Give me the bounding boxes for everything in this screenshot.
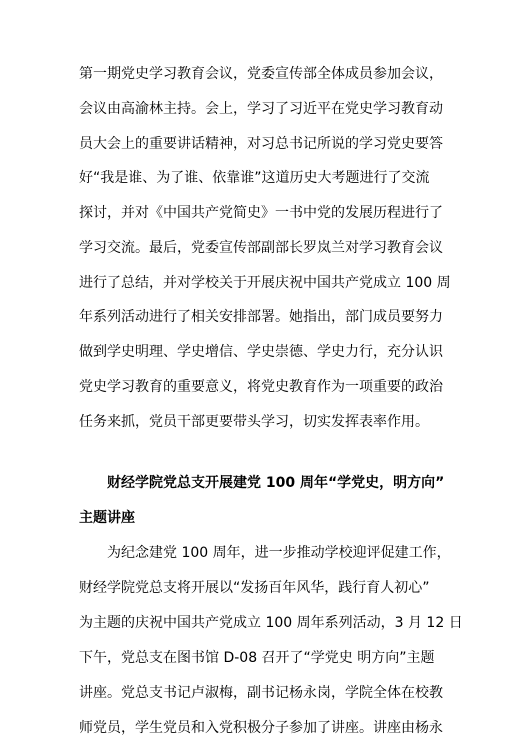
paragraph-2-line: 讲座。党总支书记卢淑梅，副书记杨永岗，学院全体在校教 [79,685,443,701]
paragraph-1-line: 第一期党史学习教育会议，党委宣传部全体成员参加会议， [79,66,443,82]
paragraph-1-line: 进行了总结，并对学校关于开展庆祝中国共产党成立 100 周 [79,275,451,291]
paragraph-2-line: 财经学院党总支将开展以“发扬百年风华，践行育人初心” [79,580,430,596]
paragraph-2-line: 为纪念建党 100 周年，进一步推动学校迎评促建工作， [107,545,451,561]
section-heading-line: 财经学院党总支开展建党 100 周年“学党史，明方向” [107,475,445,491]
paragraph-1-line: 任务来抓，党员干部更要带头学习，切实发挥表率作用。 [79,414,429,430]
paragraph-1-line: 会议由高渝林主持。会上，学习了习近平在党史学习教育动 [79,101,443,117]
paragraph-1-line: 做到学史明理、学史增信、学史崇德、学史力行，充分认识 [79,344,443,360]
paragraph-2-line: 下午，党总支在图书馆 D-08 召开了“学党史 明方向”主题 [79,650,435,666]
paragraph-2-line: 师党员，学生党员和入党积极分子参加了讲座。讲座由杨永 [79,720,443,736]
section-heading-line: 主题讲座 [79,510,135,526]
paragraph-1-line: 年系列活动进行了相关安排部署。她指出，部门成员要努力 [79,309,443,325]
paragraph-1-line: 党史学习教育的重要意义，将党史教育作为一项重要的政治 [79,379,443,395]
paragraph-1-line: 学习交流。最后，党委宣传部副部长罗岚兰对学习教育会议 [79,240,443,256]
paragraph-1-line: 好“我是谁、为了谁、依靠谁”这道历史大考题进行了交流 [79,170,430,186]
paragraph-2-line: 为主题的庆祝中国共产党成立 100 周年系列活动，3 月 12 日 [79,615,463,631]
paragraph-1-line: 员大会上的重要讲话精神，对习总书记所说的学习党史要答 [79,136,443,152]
paragraph-1-line: 探讨，并对《中国共产党简史》一书中党的发展历程进行了 [79,205,443,221]
